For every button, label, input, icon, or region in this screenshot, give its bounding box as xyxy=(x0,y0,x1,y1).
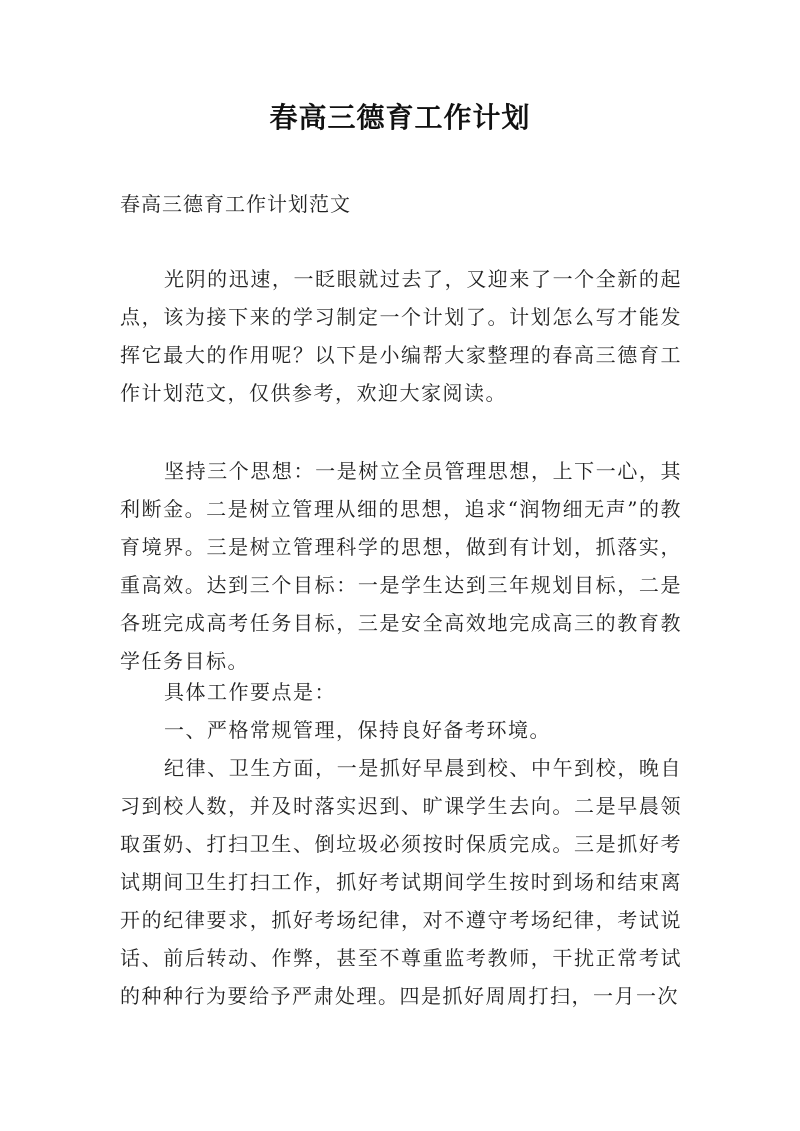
paragraph-key-points-heading: 具体工作要点是： xyxy=(164,680,336,704)
document-title: 春高三德育工作计划 xyxy=(269,101,531,134)
paragraph-discipline-hygiene: 纪律、卫生方面，一是抓好早晨到校、中午到校，晚自习到校人数，并及时落实迟到、旷课学生去向。二是早晨领取蛋奶、打扫卫生、倒垃圾必须按时保质完成。三是抓好考试期间卫生打扫工作，抓好考试期间学生按时到场和结束离开的纪律要求，抓好考场纪律，对不遵守考场纪律，考试说话、前后转动、作弊，甚至不尊重监考教师，干扰正常考试的种种行为要给予严肃处理。四是抓好周周打扫，一月一次 xyxy=(120,756,682,1008)
section-heading-routine-management: 一、严格常规管理，保持良好备考环境。 xyxy=(164,718,551,742)
document-subtitle: 春高三德育工作计划范文 xyxy=(120,192,351,216)
paragraph-intro: 光阴的迅速，一眨眼就过去了，又迎来了一个全新的起点，该为接下来的学习制定一个计划了。计划怎么写才能发挥它最大的作用呢？以下是小编帮大家整理的春高三德育工作计划范文，仅供参考，欢迎大家阅读。 xyxy=(120,267,682,405)
paragraph-thoughts-goals: 坚持三个思想：一是树立全员管理思想，上下一心，其利断金。二是树立管理从细的思想，追求“润物细无声”的教育境界。三是树立管理科学的思想，做到有计划，抓落实，重高效。达到三个目标：一是学生达到三年规划目标，二是各班完成高考任务目标，三是安全高效地完成高三的教育教学任务目标。 xyxy=(120,459,682,673)
